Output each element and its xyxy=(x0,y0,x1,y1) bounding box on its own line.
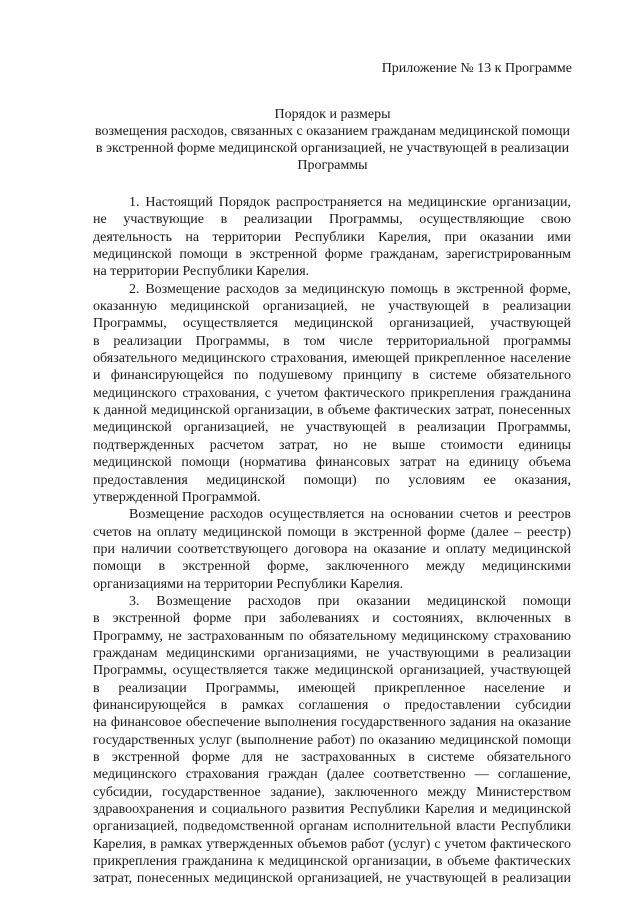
text-line: в реализации Программы, имеющей прикрепленное население и xyxy=(93,680,571,696)
appendix-label: Приложение № 13 к Программе xyxy=(381,61,572,76)
text-line: счетов на оплату медицинской помощи в экстренной форме (далее – реестр) xyxy=(93,524,571,540)
text-line: прикрепления гражданина к медицинской организации, в объеме фактических xyxy=(93,854,571,870)
text-line: оказанную медицинской организацией, не участвующей в реализации xyxy=(93,299,571,315)
text-line: финансирующейся в рамках соглашения о предоставлении субсидии xyxy=(93,697,571,713)
paragraph-3 xyxy=(93,506,571,593)
text-line: медицинской организацией, не участвующей в реализации Программы, xyxy=(93,420,571,436)
text-line: и финансирующейся по подушевому принципу в системе обязательного xyxy=(93,368,571,384)
text-line: 1. Настоящий Порядок распространяется на медицинские организации, xyxy=(129,195,571,210)
text-line: на территории Республики Карелия. xyxy=(93,264,310,280)
text-line: организацией, подведомственной органам исполнительной власти Республики xyxy=(93,819,571,835)
text-line: подтвержденных расчетом затрат, но не выше стоимости единицы xyxy=(93,437,571,453)
text-line: к данной медицинской организации, в объеме фактических затрат, понесенных xyxy=(93,403,571,419)
text-line: утвержденной Программой. xyxy=(93,489,261,505)
text-line: обязательного медицинского страхования, имеющей прикрепленное население xyxy=(93,351,571,367)
text-line: Программу, не застрахованным по обязательному медицинскому страхованию xyxy=(93,628,571,644)
text-line: организациями на территории Республики Карелия. xyxy=(93,576,404,592)
text-line: на финансовое обеспечение выполнения государственного задания на оказание xyxy=(93,715,571,731)
text-line: медицинской помощи в экстренной форме гражданам, зарегистрированным xyxy=(93,247,571,263)
document-body xyxy=(93,194,571,888)
text-line: Возмещение расходов осуществляется на основании счетов и реестров xyxy=(129,507,571,523)
paragraph-2 xyxy=(93,281,571,506)
text-line: помощи в экстренной форме, заключенного между медицинскими xyxy=(93,559,571,575)
text-line: здравоохранения и социального развития Республики Карелия и медицинской xyxy=(93,802,571,818)
paragraph-1 xyxy=(93,194,571,281)
text-line: 2. Возмещение расходов за медицинскую помощь в экстренной форме, xyxy=(129,281,571,297)
text-line: медицинской помощи (норматива финансовых затрат на единицу объема xyxy=(93,455,571,471)
text-line: Карелия, в рамках утвержденных объемов работ (услуг) с учетом фактического xyxy=(93,836,571,852)
text-line: государственных услуг (выполнение работ) по оказанию медицинской помощи xyxy=(93,732,571,748)
text-line: Программы, осуществляется медицинской организацией, участвующей xyxy=(93,316,571,332)
text-line: деятельность на территории Республики Карелия, при оказании ими xyxy=(93,229,571,245)
paragraph-4 xyxy=(93,593,571,888)
text-line: не участвующие в реализации Программы, осуществляющие свою xyxy=(93,212,571,228)
text-line: Программы, осуществляется также медицинской организацией, участвующей xyxy=(93,663,571,679)
title-line: Порядок и размеры xyxy=(274,107,391,122)
title-line: в экстренной форме медицинской организацией, не участвующей в реализации xyxy=(95,141,570,156)
text-line: затрат, понесенных медицинской организацией, не участвующей в реализации xyxy=(93,871,571,887)
text-line: медицинского страхования граждан (далее соответственно — соглашение, xyxy=(93,767,571,783)
text-line: при наличии соответствующего договора на оказание и оплату медицинской xyxy=(93,541,571,557)
text-line: 3. Возмещение расходов при оказании медицинской помощи xyxy=(129,593,571,609)
text-line: медицинского страхования, с учетом фактического прикрепления гражданина xyxy=(93,385,571,401)
text-line: гражданам медицинскими организациями, не участвующими в реализации xyxy=(93,645,571,661)
text-line: в реализации Программы, в том числе территориальной программы xyxy=(93,333,571,349)
text-line: субсидии, государственное задание), заключенного между Министерством xyxy=(93,784,571,800)
document-title xyxy=(70,106,595,174)
text-line: предоставления медицинской помощи) по условиям ее оказания, xyxy=(93,472,571,488)
text-line: в экстренной форме для не застрахованных в системе обязательного xyxy=(93,750,571,765)
title-line: возмещения расходов, связанных с оказанием гражданам медицинской помощи xyxy=(94,124,571,139)
text-line: в экстренной форме при заболеваниях и состояниях, включенных в xyxy=(93,611,571,627)
title-line: Программы xyxy=(297,158,368,173)
